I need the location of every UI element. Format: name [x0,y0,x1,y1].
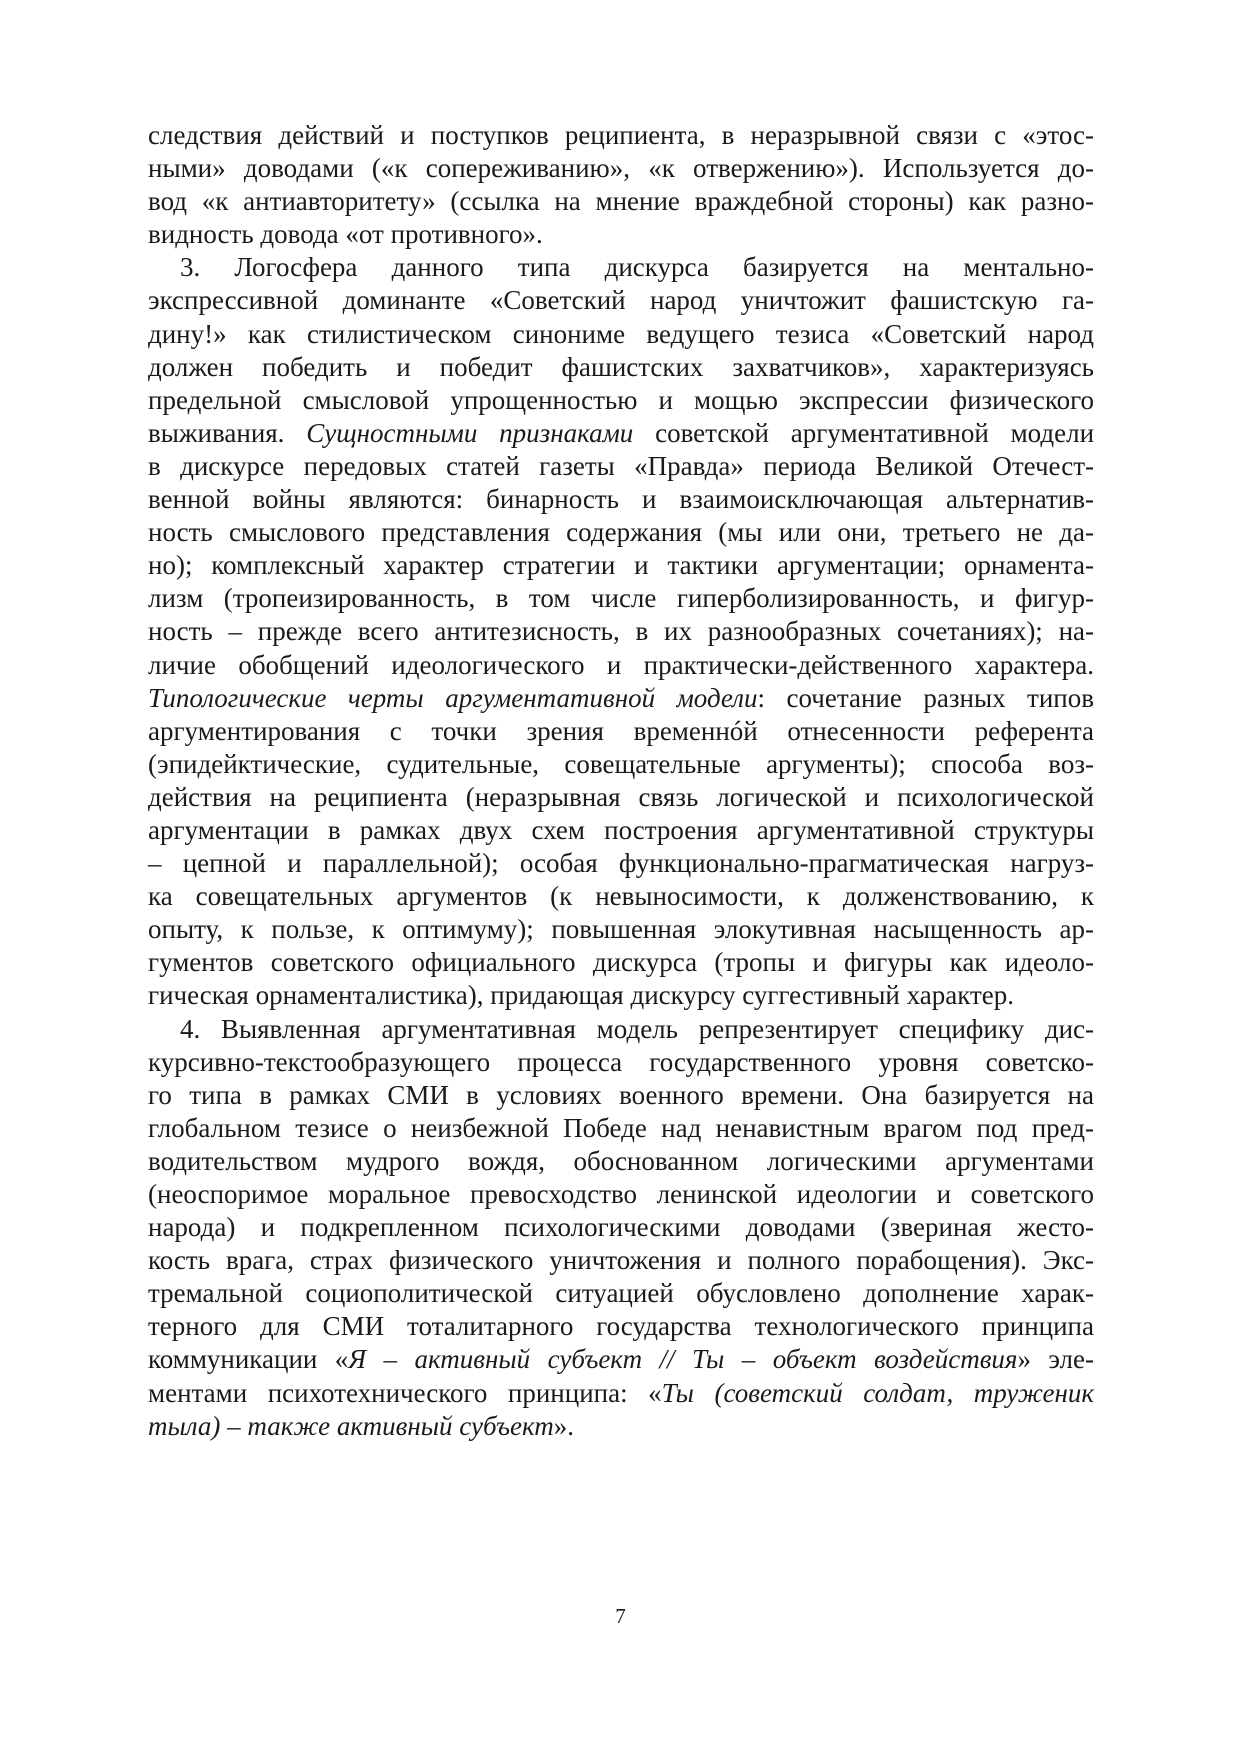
text-run: – цепной и параллельной); особая функционально-прагматическая нагруз- [148,848,1094,879]
text-line [148,318,1094,351]
text-run: действия на реципиента (неразрывная связь логической и психологической [148,781,1094,812]
text-line [148,1343,1094,1376]
text-line [148,814,1094,847]
text-run: в дискурсе передовых статей газеты «Правда» периода Великой Отечест- [148,450,1094,481]
text-run: дину!» как стилистическом синониме ведущего тезиса «Советский народ [148,318,1094,349]
text-run: ». [553,1410,574,1441]
text-run: экспрессивной доминанте «Советский народ уничтожит фашистскую га- [148,285,1094,316]
paragraph [148,1013,1094,1443]
text-line [148,284,1094,317]
text-run: тремальной социополитической ситуацией обусловлено дополнение харак- [148,1278,1094,1309]
italic-run: тыла) – также активный субъект [148,1410,554,1441]
text-run: (эпидейктические, судительные, совещательные аргументы); способа воз- [148,748,1094,779]
text-run: ментами психотехнического принципа: « [148,1377,662,1408]
text-line [148,781,1094,814]
text-run: советской аргументативной модели [633,417,1095,448]
page-number: 7 [615,1604,626,1628]
text-run: го типа в рамках СМИ в условиях военного времени. Она базируется на [148,1079,1094,1110]
text-run: лизм (тропеизированность, в том числе гиперболизированность, и фигур- [148,583,1094,614]
text-line [148,450,1094,483]
text-line [148,715,1094,748]
text-run: (неоспоримое моральное превосходство ленинской идеологии и советского [148,1179,1094,1209]
text-line [148,119,1094,152]
text-line [148,582,1094,615]
text-line [148,516,1094,549]
body-text [148,119,1094,1443]
text-line [148,351,1094,384]
italic-run: Сущностными признаками [306,417,634,448]
text-run: но); комплексный характер стратегии и тактики аргументации; орнамента- [148,550,1094,581]
paragraph [148,119,1094,251]
text-line [148,417,1094,450]
text-run: терного для СМИ тоталитарного государства технологического принципа [148,1311,1094,1342]
text-run: курсивно-текстообразующего процесса государственного уровня советско- [148,1046,1094,1077]
text-line [148,251,1094,284]
text-run: ность – прежде всего антитезисность, в их разнообразных сочетаниях); на- [148,616,1094,647]
text-line [148,1377,1094,1410]
text-line [148,384,1094,417]
text-line [148,913,1094,946]
text-run: ными» доводами («к сопереживанию», «к отвержению»). Используется до- [148,153,1094,184]
text-line [148,847,1094,880]
text-run: водительством мудрого вождя, обоснованном логическими аргументами [148,1145,1094,1176]
text-run: ка совещательных аргументов (к невыносимости, к долженствованию, к [148,881,1094,912]
text-line [148,1112,1094,1145]
text-line [148,152,1094,185]
text-run: народа) и подкрепленном психологическими доводами (звериная жесто- [148,1212,1094,1243]
text-run: выживания. [148,417,307,448]
text-line [148,1013,1094,1046]
italic-run: Типологические черты аргументативной модели [148,682,758,713]
text-line [148,682,1094,715]
text-line [148,946,1094,979]
text-run: венной войны являются: бинарность и взаимоисключающая альтернатив- [148,484,1094,515]
text-run: 4. Выявленная аргументативная модель репрезентирует специфику дис- [180,1013,1094,1044]
text-run: глобальном тезисе о неизбежной Победе над ненавистным врагом под пред- [148,1112,1094,1143]
text-run: аргументирования с точки зрения временнóй отнесенности референта [148,715,1094,746]
text-run: вод «к антиавторитету» (ссылка на мнение враждебной стороны) как разно- [148,186,1094,217]
text-line [148,1244,1094,1277]
text-run: должен победить и победит фашистских захватчиков», характеризуясь [148,351,1094,382]
text-line [148,615,1094,648]
text-run: ность смыслового представления содержания (мы или они, третьего не да- [148,517,1094,548]
text-run: личие обобщений идеологического и практически-действенного характера. [148,649,1094,680]
text-run: следствия действий и поступков реципиента, в неразрывной связи с «этос- [148,120,1094,150]
text-line [148,1410,1094,1443]
paragraph [148,251,1094,1012]
text-run: гическая орнаменталистика), придающая дискурсу суггестивный характер. [148,980,1015,1011]
text-run: кость врага, страх физического уничтожения и полного порабощения). Экс- [148,1245,1094,1276]
text-line [148,748,1094,781]
text-line [148,1178,1094,1211]
text-run: видность довода «от противного». [148,219,543,250]
text-line [148,1277,1094,1310]
text-run: гументов советского официального дискурса (тропы и фигуры как идеоло- [148,947,1094,978]
italic-run: Ты (советский солдат, труженик [661,1377,1094,1408]
text-line [148,1079,1094,1112]
text-line [148,1046,1094,1079]
text-line [148,880,1094,913]
text-line [148,979,1094,1012]
text-line [148,1310,1094,1343]
text-line [148,185,1094,218]
text-line [148,1211,1094,1244]
text-run: » эле- [1017,1344,1094,1375]
text-line [148,1145,1094,1178]
text-run: аргументации в рамках двух схем построения аргументативной структуры [148,814,1094,845]
text-run: : сочетание разных типов [757,682,1095,713]
italic-run: Я – активный субъект // Ты – объект воздействия [348,1344,1018,1375]
text-line [148,549,1094,582]
text-line [148,649,1094,682]
text-run: опыту, к пользе, к оптимуму); повышенная элокутивная насыщенность ар- [148,914,1094,945]
text-line [148,483,1094,516]
text-run: 3. Логосфера данного типа дискурса базируется на ментально- [180,252,1094,283]
text-line [148,218,1094,251]
text-run: предельной смысловой упрощенностью и мощью экспрессии физического [148,384,1094,415]
text-run: коммуникации « [148,1344,349,1375]
